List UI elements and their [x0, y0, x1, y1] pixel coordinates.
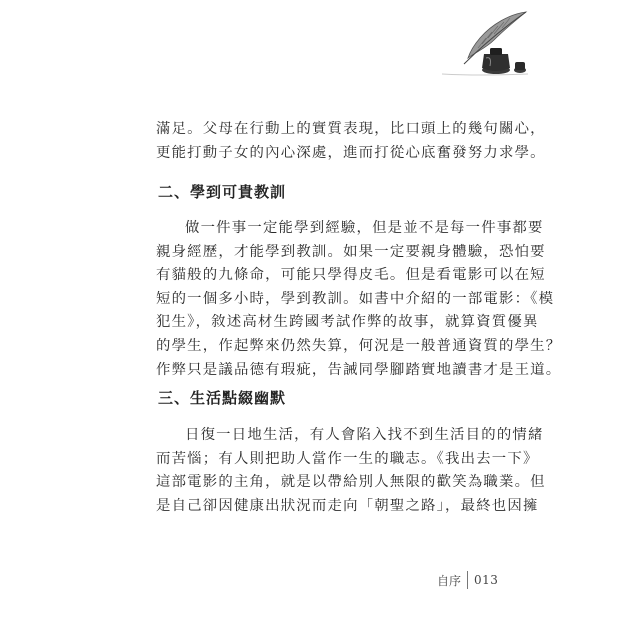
paragraph-line: 做一件事一定能學到經驗，但是並不是每一件事都要: [185, 220, 544, 236]
paragraph-line: 犯生》，敘述高材生跨國考試作弊的故事，就算資質優異: [156, 314, 539, 331]
quill-inkwell-icon: [440, 8, 530, 78]
section-label: 自序: [437, 573, 462, 588]
paragraph-1: [156, 118, 546, 165]
section-heading-3: 三、生活點綴幽默: [158, 389, 287, 407]
paragraph-line: 是自己卻因健康出狀況而走向「朝聖之路」，最終也因擁: [156, 497, 539, 514]
footer-divider: [467, 571, 468, 589]
paragraph-line: 作弊只是議品德有瑕疵，告誡同學腳踏實地讀書才是王道。: [156, 361, 562, 378]
page-number: 013: [474, 573, 499, 587]
paragraph-line: 而苦惱；有人則把助人當作一生的職志。《我出去一下》: [156, 450, 539, 467]
paragraph-2: [156, 217, 562, 382]
paragraph-line: 短的一個多小時，學到教訓。如書中介紹的一部電影：《模: [156, 290, 555, 307]
page-footer: [437, 570, 498, 590]
paragraph-line: 這部電影的主角，就是以帶給別人無限的歡笑為職業。但: [156, 474, 546, 491]
paragraph-line: 有貓般的九條命，可能只學得皮毛。但是看電影可以在短: [156, 267, 546, 284]
paragraph-line: 日復一日地生活，有人會陷入找不到生活目的的情緒: [185, 427, 544, 443]
paragraph-line: 的學生，作起弊來仍然失算，何況是一般普通資質的學生？: [156, 337, 562, 354]
paragraph-line: 親身經歷，才能學到教訓。如果一定要親身體驗，恐怕要: [156, 243, 546, 260]
paragraph-line: 更能打動子女的內心深處，進而打從心底奮發努力求學。: [156, 144, 546, 161]
paragraph-line: 滿足。父母在行動上的實質表現，比口頭上的幾句關心，: [156, 121, 546, 137]
paragraph-3: [156, 424, 546, 518]
section-heading-2: 二、學到可貴教訓: [158, 183, 287, 201]
